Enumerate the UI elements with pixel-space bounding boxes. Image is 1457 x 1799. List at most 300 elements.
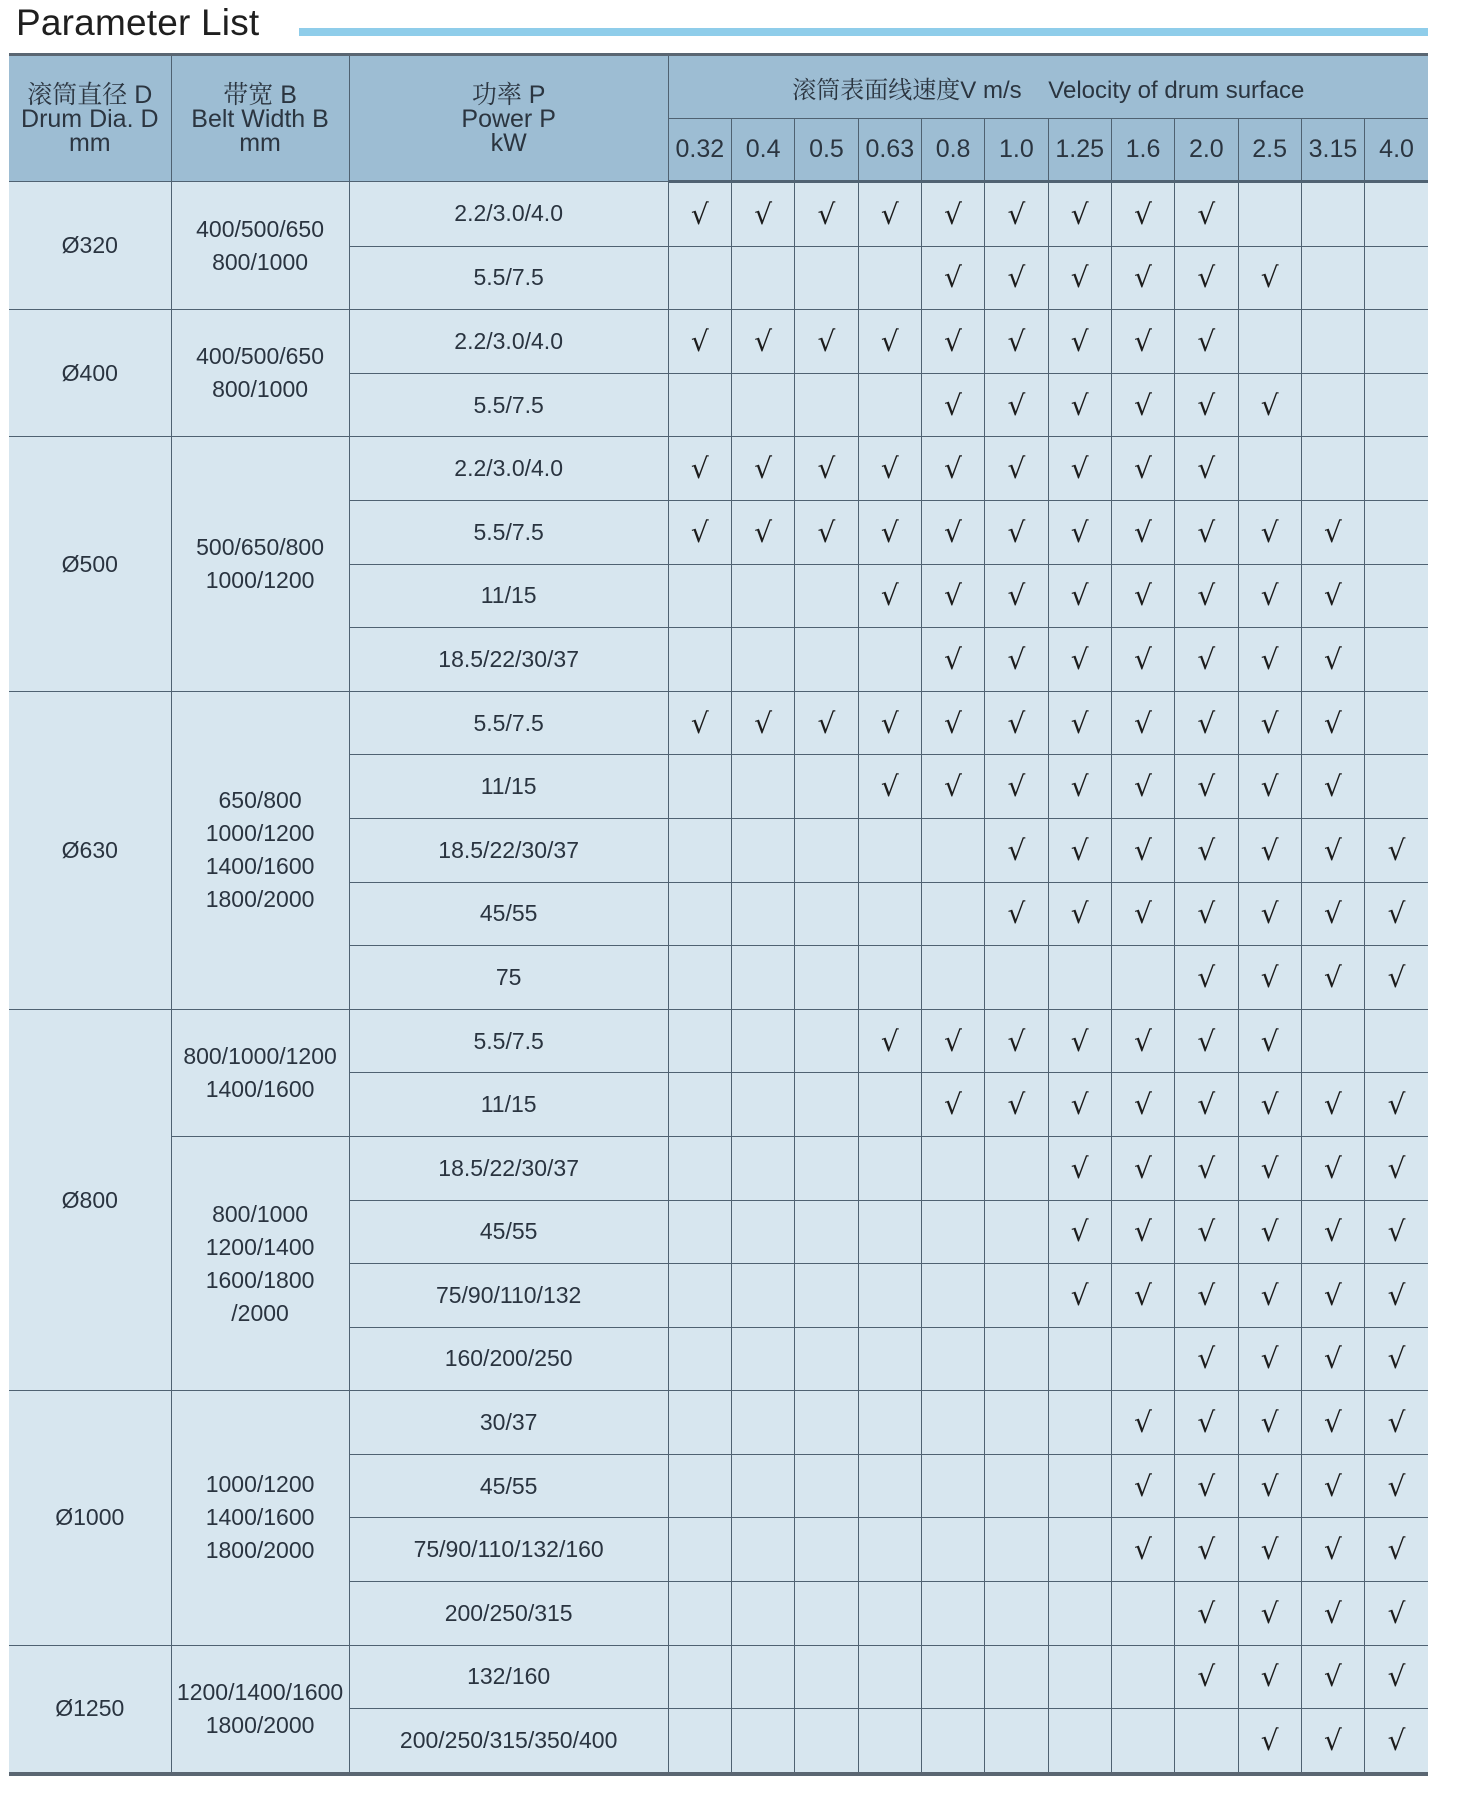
check-mark-icon: √ [1048, 628, 1111, 692]
drum-diameter-cell: Ø320 [9, 182, 171, 310]
check-mark-icon: √ [795, 500, 858, 564]
drum-diameter-cell: Ø400 [9, 310, 171, 437]
empty-cell [668, 1009, 731, 1073]
check-mark-icon: √ [1048, 182, 1111, 247]
check-mark-icon: √ [668, 437, 731, 501]
empty-cell [795, 628, 858, 692]
check-mark-icon: √ [1301, 1200, 1364, 1264]
check-mark-icon: √ [985, 882, 1048, 946]
check-mark-icon: √ [1238, 564, 1301, 628]
table-row [9, 1391, 1428, 1455]
empty-cell [795, 818, 858, 882]
header-drum-dia-unit: mm [68, 128, 111, 157]
check-mark-icon: √ [1301, 1327, 1364, 1391]
check-mark-icon: √ [1301, 946, 1364, 1010]
header-belt-width [171, 55, 349, 182]
power-cell: 200/250/315 [349, 1582, 668, 1646]
belt-width-line: 650/800 [218, 787, 302, 814]
empty-cell [858, 1391, 921, 1455]
power-cell: 45/55 [349, 882, 668, 946]
check-mark-icon: √ [1365, 1136, 1428, 1200]
empty-cell [1111, 1582, 1174, 1646]
check-mark-icon: √ [858, 1009, 921, 1073]
check-mark-icon: √ [1048, 246, 1111, 310]
empty-cell [985, 1582, 1048, 1646]
check-mark-icon: √ [921, 310, 984, 374]
empty-cell [732, 882, 795, 946]
belt-width-cell [171, 1645, 349, 1774]
check-mark-icon: √ [921, 500, 984, 564]
belt-width-cell [171, 691, 349, 1009]
check-mark-icon: √ [1365, 946, 1428, 1010]
check-mark-icon: √ [1301, 691, 1364, 755]
empty-cell [1365, 246, 1428, 310]
empty-cell [668, 628, 731, 692]
check-mark-icon: √ [795, 182, 858, 247]
check-mark-icon: √ [858, 310, 921, 374]
check-mark-icon: √ [1175, 946, 1238, 1010]
check-mark-icon: √ [921, 246, 984, 310]
empty-cell [858, 628, 921, 692]
empty-cell [921, 1454, 984, 1518]
empty-cell [668, 1264, 731, 1328]
empty-cell [858, 1709, 921, 1774]
speed-header-cell: 1.0 [985, 119, 1048, 182]
check-mark-icon: √ [1238, 1200, 1301, 1264]
empty-cell [732, 1709, 795, 1774]
empty-cell [732, 1645, 795, 1709]
empty-cell [668, 1391, 731, 1455]
empty-cell [795, 1327, 858, 1391]
empty-cell [921, 818, 984, 882]
empty-cell [1301, 182, 1364, 247]
empty-cell [921, 1709, 984, 1774]
check-mark-icon: √ [1111, 628, 1174, 692]
power-cell: 75 [349, 946, 668, 1010]
empty-cell [1238, 182, 1301, 247]
empty-cell [1111, 1327, 1174, 1391]
empty-cell [668, 564, 731, 628]
empty-cell [732, 246, 795, 310]
check-mark-icon: √ [1238, 500, 1301, 564]
check-mark-icon: √ [921, 691, 984, 755]
check-mark-icon: √ [1238, 1391, 1301, 1455]
check-mark-icon: √ [921, 1009, 984, 1073]
header-drum-dia-en: Drum Dia. D [21, 104, 159, 133]
check-mark-icon: √ [1238, 818, 1301, 882]
belt-width-line: 400/500/650 [196, 215, 325, 242]
empty-cell [921, 946, 984, 1010]
empty-cell [985, 1645, 1048, 1709]
header-power-unit: kW [490, 128, 527, 157]
empty-cell [668, 1073, 731, 1137]
check-mark-icon: √ [1175, 628, 1238, 692]
header-power-cn: 功率 P [471, 80, 546, 109]
empty-cell [732, 818, 795, 882]
empty-cell [921, 1391, 984, 1455]
check-mark-icon: √ [1238, 882, 1301, 946]
check-mark-icon: √ [1365, 1645, 1428, 1709]
header-drum-dia-cn: 滚筒直径 D [27, 80, 153, 109]
empty-cell [668, 946, 731, 1010]
empty-cell [921, 1645, 984, 1709]
check-mark-icon: √ [1365, 1582, 1428, 1646]
table-row [9, 691, 1428, 755]
check-mark-icon: √ [668, 310, 731, 374]
power-cell: 5.5/7.5 [349, 373, 668, 437]
check-mark-icon: √ [1175, 818, 1238, 882]
empty-cell [795, 1136, 858, 1200]
check-mark-icon: √ [985, 691, 1048, 755]
check-mark-icon: √ [1111, 1264, 1174, 1328]
belt-width-line: 1400/1600 [205, 1504, 315, 1531]
check-mark-icon: √ [1111, 1518, 1174, 1582]
check-mark-icon: √ [921, 564, 984, 628]
empty-cell [1365, 691, 1428, 755]
check-mark-icon: √ [1048, 437, 1111, 501]
empty-cell [858, 1073, 921, 1137]
empty-cell [732, 1518, 795, 1582]
empty-cell [1301, 246, 1364, 310]
check-mark-icon: √ [732, 500, 795, 564]
check-mark-icon: √ [1048, 1136, 1111, 1200]
speed-header-cell: 0.32 [668, 119, 731, 182]
check-mark-icon: √ [1365, 1200, 1428, 1264]
belt-width-cell [171, 437, 349, 691]
drum-diameter-cell: Ø500 [9, 437, 171, 691]
check-mark-icon: √ [795, 437, 858, 501]
header-belt-width-unit: mm [239, 128, 281, 157]
empty-cell [668, 1327, 731, 1391]
power-cell: 132/160 [349, 1645, 668, 1709]
empty-cell [921, 1582, 984, 1646]
power-cell: 200/250/315/350/400 [349, 1709, 668, 1774]
check-mark-icon: √ [1301, 500, 1364, 564]
check-mark-icon: √ [1365, 882, 1428, 946]
check-mark-icon: √ [668, 500, 731, 564]
power-cell: 11/15 [349, 1073, 668, 1137]
check-mark-icon: √ [1301, 564, 1364, 628]
empty-cell [795, 755, 858, 819]
check-mark-icon: √ [1175, 1454, 1238, 1518]
check-mark-icon: √ [1111, 1073, 1174, 1137]
empty-cell [795, 1200, 858, 1264]
check-mark-icon: √ [985, 373, 1048, 437]
check-mark-icon: √ [1365, 1518, 1428, 1582]
check-mark-icon: √ [1301, 1073, 1364, 1137]
check-mark-icon: √ [985, 564, 1048, 628]
check-mark-icon: √ [1111, 564, 1174, 628]
check-mark-icon: √ [1175, 437, 1238, 501]
check-mark-icon: √ [1048, 882, 1111, 946]
check-mark-icon: √ [1111, 310, 1174, 374]
empty-cell [1111, 1709, 1174, 1774]
power-cell: 75/90/110/132/160 [349, 1518, 668, 1582]
header-belt-width-en: Belt Width B [191, 104, 329, 133]
belt-width-cell [171, 1136, 349, 1390]
empty-cell [858, 1645, 921, 1709]
check-mark-icon: √ [985, 818, 1048, 882]
speed-header-cell: 2.0 [1175, 119, 1238, 182]
power-cell: 5.5/7.5 [349, 246, 668, 310]
power-cell: 18.5/22/30/37 [349, 818, 668, 882]
empty-cell [1365, 628, 1428, 692]
empty-cell [858, 1264, 921, 1328]
check-mark-icon: √ [1175, 1073, 1238, 1137]
empty-cell [1238, 310, 1301, 374]
check-mark-icon: √ [1238, 246, 1301, 310]
empty-cell [1301, 437, 1364, 501]
power-cell: 5.5/7.5 [349, 1009, 668, 1073]
empty-cell [1048, 1454, 1111, 1518]
speed-header-cell: 0.4 [732, 119, 795, 182]
check-mark-icon: √ [1238, 1709, 1301, 1774]
empty-cell [668, 1136, 731, 1200]
empty-cell [668, 373, 731, 437]
power-cell: 45/55 [349, 1200, 668, 1264]
belt-width-cell [171, 1009, 349, 1136]
empty-cell [795, 1391, 858, 1455]
check-mark-icon: √ [1238, 755, 1301, 819]
check-mark-icon: √ [921, 373, 984, 437]
belt-width-cell [171, 310, 349, 437]
check-mark-icon: √ [732, 437, 795, 501]
check-mark-icon: √ [1301, 1518, 1364, 1582]
belt-width-line: 800/1000 [212, 1200, 309, 1227]
power-cell: 18.5/22/30/37 [349, 1136, 668, 1200]
empty-cell [858, 1200, 921, 1264]
belt-width-line: 1000/1200 [205, 1471, 315, 1498]
check-mark-icon: √ [985, 755, 1048, 819]
empty-cell [795, 246, 858, 310]
speed-header-cell: 0.63 [858, 119, 921, 182]
check-mark-icon: √ [668, 182, 731, 247]
belt-width-line: 1800/2000 [205, 886, 315, 913]
empty-cell [921, 1327, 984, 1391]
check-mark-icon: √ [795, 691, 858, 755]
empty-cell [858, 246, 921, 310]
check-mark-icon: √ [1111, 182, 1174, 247]
check-mark-icon: √ [1175, 1136, 1238, 1200]
drum-diameter-cell: Ø800 [9, 1009, 171, 1391]
check-mark-icon: √ [1301, 1136, 1364, 1200]
empty-cell [985, 1264, 1048, 1328]
empty-cell [732, 946, 795, 1010]
table-row [9, 1645, 1428, 1709]
check-mark-icon: √ [1111, 882, 1174, 946]
empty-cell [732, 1391, 795, 1455]
check-mark-icon: √ [1048, 500, 1111, 564]
check-mark-icon: √ [1175, 246, 1238, 310]
parameter-table [9, 53, 1428, 1776]
belt-width-cell [171, 182, 349, 310]
check-mark-icon: √ [921, 1073, 984, 1137]
check-mark-icon: √ [1365, 1391, 1428, 1455]
check-mark-icon: √ [858, 564, 921, 628]
empty-cell [795, 1009, 858, 1073]
drum-diameter-cell: Ø1250 [9, 1645, 171, 1774]
check-mark-icon: √ [1238, 1009, 1301, 1073]
check-mark-icon: √ [985, 628, 1048, 692]
table-row [9, 182, 1428, 247]
empty-cell [1301, 1009, 1364, 1073]
check-mark-icon: √ [1365, 818, 1428, 882]
empty-cell [795, 1582, 858, 1646]
empty-cell [1048, 946, 1111, 1010]
empty-cell [795, 1709, 858, 1774]
belt-width-line: /2000 [231, 1299, 289, 1326]
power-cell: 160/200/250 [349, 1327, 668, 1391]
empty-cell [732, 373, 795, 437]
check-mark-icon: √ [1365, 1454, 1428, 1518]
empty-cell [732, 755, 795, 819]
empty-cell [732, 1136, 795, 1200]
empty-cell [858, 1518, 921, 1582]
belt-width-line: 800/1000/1200 [183, 1042, 337, 1069]
empty-cell [921, 1200, 984, 1264]
empty-cell [858, 882, 921, 946]
empty-cell [795, 373, 858, 437]
check-mark-icon: √ [1175, 1009, 1238, 1073]
check-mark-icon: √ [1048, 691, 1111, 755]
check-mark-icon: √ [1301, 1391, 1364, 1455]
check-mark-icon: √ [1048, 1264, 1111, 1328]
check-mark-icon: √ [858, 500, 921, 564]
empty-cell [732, 564, 795, 628]
empty-cell [668, 1454, 731, 1518]
empty-cell [668, 246, 731, 310]
belt-width-cell [171, 1391, 349, 1645]
header-velocity-title: 滚筒表面线速度V m/s Velocity of drum surface [668, 55, 1428, 119]
check-mark-icon: √ [921, 755, 984, 819]
check-mark-icon: √ [1111, 1136, 1174, 1200]
empty-cell [668, 1582, 731, 1646]
belt-width-line: 1400/1600 [205, 853, 315, 880]
power-cell: 5.5/7.5 [349, 691, 668, 755]
belt-width-line: 1000/1200 [205, 567, 315, 594]
power-cell: 5.5/7.5 [349, 500, 668, 564]
belt-width-line: 400/500/650 [196, 343, 325, 370]
empty-cell [921, 1264, 984, 1328]
empty-cell [795, 1264, 858, 1328]
check-mark-icon: √ [1048, 1200, 1111, 1264]
check-mark-icon: √ [921, 437, 984, 501]
check-mark-icon: √ [985, 500, 1048, 564]
empty-cell [985, 1136, 1048, 1200]
check-mark-icon: √ [1111, 1200, 1174, 1264]
power-cell: 2.2/3.0/4.0 [349, 437, 668, 501]
empty-cell [732, 1264, 795, 1328]
check-mark-icon: √ [1238, 1645, 1301, 1709]
check-mark-icon: √ [1111, 1391, 1174, 1455]
check-mark-icon: √ [1301, 1264, 1364, 1328]
check-mark-icon: √ [1175, 882, 1238, 946]
empty-cell [1365, 500, 1428, 564]
empty-cell [858, 1327, 921, 1391]
empty-cell [732, 1327, 795, 1391]
power-cell: 75/90/110/132 [349, 1264, 668, 1328]
power-cell: 45/55 [349, 1454, 668, 1518]
table-body [9, 182, 1428, 1774]
check-mark-icon: √ [1175, 564, 1238, 628]
empty-cell [795, 564, 858, 628]
check-mark-icon: √ [1175, 182, 1238, 247]
check-mark-icon: √ [1175, 1645, 1238, 1709]
check-mark-icon: √ [795, 310, 858, 374]
empty-cell [985, 1709, 1048, 1774]
table-row [9, 437, 1428, 501]
speed-header-cell: 0.5 [795, 119, 858, 182]
speed-header-cell: 2.5 [1238, 119, 1301, 182]
table-row [9, 310, 1428, 374]
check-mark-icon: √ [1365, 1327, 1428, 1391]
check-mark-icon: √ [1365, 1073, 1428, 1137]
empty-cell [732, 628, 795, 692]
empty-cell [668, 755, 731, 819]
empty-cell [985, 1327, 1048, 1391]
check-mark-icon: √ [1048, 310, 1111, 374]
check-mark-icon: √ [1175, 755, 1238, 819]
empty-cell [668, 1200, 731, 1264]
empty-cell [1111, 946, 1174, 1010]
check-mark-icon: √ [1111, 1009, 1174, 1073]
empty-cell [1365, 182, 1428, 247]
check-mark-icon: √ [1238, 691, 1301, 755]
check-mark-icon: √ [1301, 755, 1364, 819]
check-mark-icon: √ [1111, 373, 1174, 437]
belt-width-line: 500/650/800 [196, 534, 325, 561]
check-mark-icon: √ [732, 691, 795, 755]
check-mark-icon: √ [1175, 691, 1238, 755]
belt-width-line: 1600/1800 [205, 1266, 315, 1293]
check-mark-icon: √ [1301, 818, 1364, 882]
check-mark-icon: √ [1175, 373, 1238, 437]
check-mark-icon: √ [858, 755, 921, 819]
check-mark-icon: √ [985, 437, 1048, 501]
empty-cell [668, 818, 731, 882]
empty-cell [795, 1454, 858, 1518]
check-mark-icon: √ [1238, 1264, 1301, 1328]
speed-header-cell: 4.0 [1365, 119, 1428, 182]
empty-cell [1238, 437, 1301, 501]
table-row [9, 1136, 1428, 1200]
check-mark-icon: √ [1301, 882, 1364, 946]
power-cell: 11/15 [349, 564, 668, 628]
header-power [349, 55, 668, 182]
empty-cell [668, 1709, 731, 1774]
header-drum-dia [9, 55, 171, 182]
check-mark-icon: √ [858, 691, 921, 755]
speed-header-cell: 0.8 [921, 119, 984, 182]
empty-cell [732, 1009, 795, 1073]
check-mark-icon: √ [1238, 1582, 1301, 1646]
empty-cell [858, 1454, 921, 1518]
belt-width-line: 800/1000 [212, 376, 309, 403]
power-cell: 30/37 [349, 1391, 668, 1455]
check-mark-icon: √ [1111, 437, 1174, 501]
belt-width-line: 800/1000 [212, 248, 309, 275]
empty-cell [732, 1582, 795, 1646]
check-mark-icon: √ [1048, 1073, 1111, 1137]
empty-cell [921, 882, 984, 946]
empty-cell [1175, 1709, 1238, 1774]
check-mark-icon: √ [1301, 1645, 1364, 1709]
check-mark-icon: √ [1238, 946, 1301, 1010]
check-mark-icon: √ [732, 310, 795, 374]
check-mark-icon: √ [1365, 1264, 1428, 1328]
check-mark-icon: √ [1111, 1454, 1174, 1518]
check-mark-icon: √ [1238, 1073, 1301, 1137]
